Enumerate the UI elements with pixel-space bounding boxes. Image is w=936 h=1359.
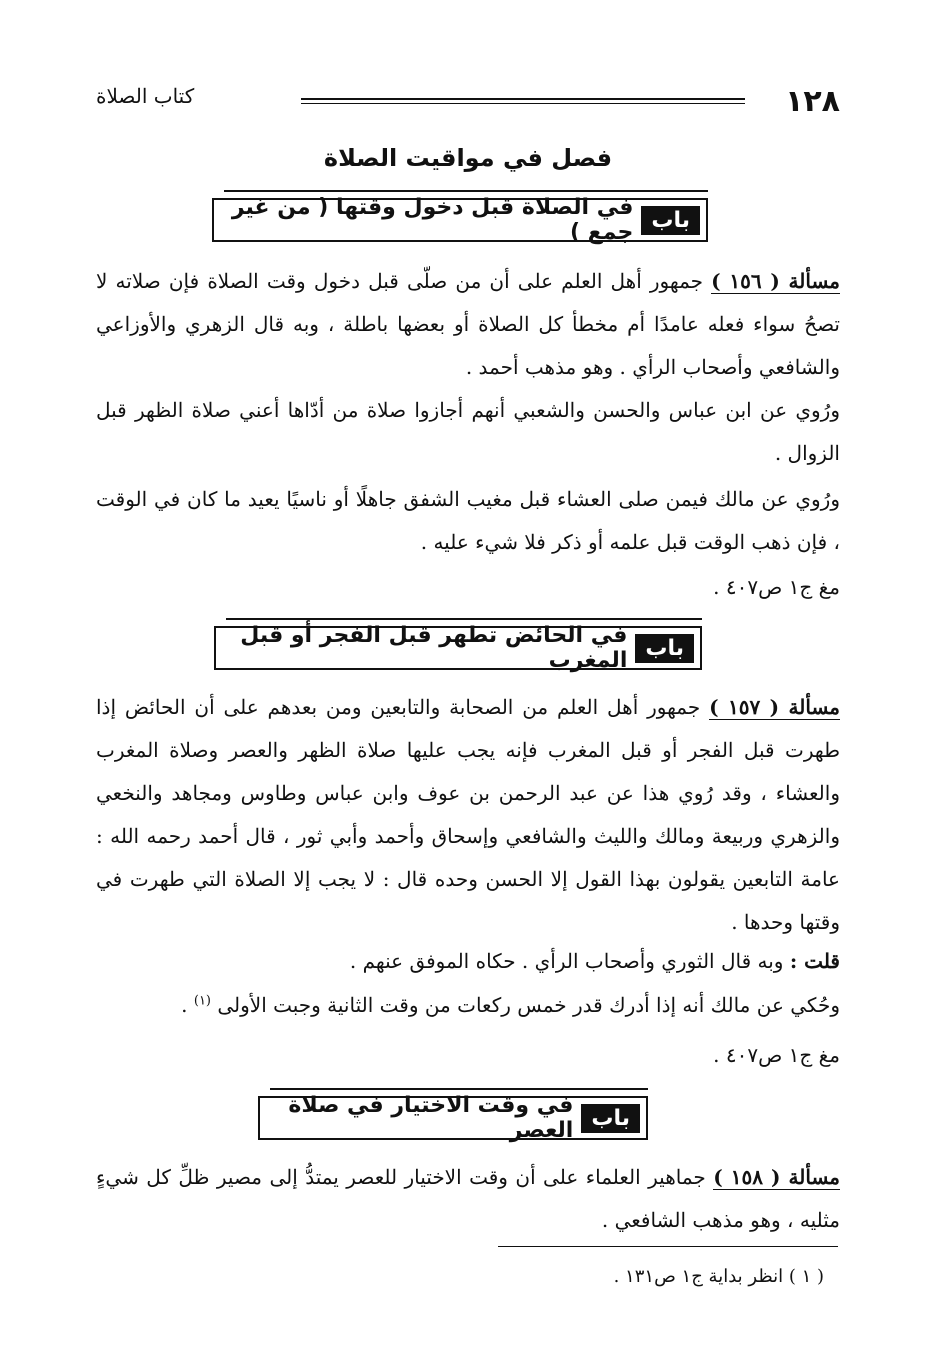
page-header [96, 84, 840, 124]
chapter-tag: باب [581, 1104, 640, 1133]
paragraph-text: ورُوي عن ابن عباس والحسن والشعبي أنهم أجازوا صلاة من أدّاها أعني صلاة الظهر قبل الزوال . [96, 398, 840, 465]
masala-label: مسألة ( ١٥٧ ) [709, 695, 840, 719]
reference-text: مغ ج١ ص٤٠٧ . [713, 575, 840, 599]
paragraph-end: . [181, 993, 188, 1017]
header-rule [301, 98, 745, 104]
chapter-box-rule [270, 1088, 648, 1090]
chapter-tag: باب [641, 206, 700, 235]
reference-2 [96, 1034, 840, 1077]
masala-text: جمهور أهل العلم من الصحابة والتابعين ومن بعدهم على أن الحائض إذا طهرت قبل الفجر أو قبل المغرب فإنه يجب عليها صلاة الظهر والعصر وصلاة المغرب والعشاء ، وقد رُوي هذا عن عبد الرحمن بن عوف وابن عباس وطاوس ومجاهد والنخعي والزهري وربيعة ومالك والليث والشافعي وإسحاق وأحمد وأبي ثور ، قال أحمد رحمه الله : عامة التابعين يقولون بهذا القول إلا الحسن وحده قال : لا يجب إلا الصلاة التي طهرت في وقتها وحدها . [96, 695, 840, 934]
masala-158 [96, 1156, 840, 1242]
chapter-title: في وقت الاختيار في صلاة العصر [288, 1093, 574, 1143]
paragraph-malik-five [96, 984, 840, 1027]
paragraph-text: وحُكي عن مالك أنه إذا أدرك قدر خمس ركعات من وقت الثانية وجبت الأولى [217, 993, 840, 1017]
page-number: ١٢٨ [785, 84, 840, 119]
masala-label: مسألة ( ١٥٦ ) [711, 269, 840, 293]
section-title: فصل في مواقيت الصلاة [323, 144, 613, 172]
chapter-box-3 [258, 1093, 648, 1143]
qult-text: وبه قال الثوري وأصحاب الرأي . حكاه الموفق عنهم . [349, 949, 784, 973]
masala-156 [96, 260, 840, 389]
paragraph-malik-isha [96, 478, 840, 564]
chapter-box-1 [212, 195, 708, 245]
chapter-box-rule [224, 190, 708, 192]
paragraph-text: ورُوي عن مالك فيمن صلى العشاء قبل مغيب الشفق جاهلًا أو ناسيًا يعيد ما كان في الوقت ، فإن ذهب الوقت قبل علمه أو ذكر فلا شيء عليه . [96, 487, 840, 554]
footnote: ( ١ ) انظر بداية ج١ ص١٣١ . [613, 1266, 824, 1287]
qult-label: قلت : [789, 949, 840, 973]
chapter-title: في الصلاة قبل دخول وقتها ( من غير جمع ) [231, 195, 634, 245]
footnote-rule [498, 1246, 838, 1247]
masala-label: مسألة ( ١٥٨ ) [713, 1165, 841, 1189]
chapter-box-2 [214, 623, 702, 673]
chapter-box-rule [226, 618, 702, 620]
reference-text: مغ ج١ ص٤٠٧ . [713, 1043, 840, 1067]
chapter-tag: باب [635, 634, 694, 663]
running-title: كتاب الصلاة [96, 84, 195, 108]
masala-text: جماهير العلماء على أن وقت الاختيار للعصر يمتدُّ إلى مصير ظلِّ كل شيءٍ مثليه ، وهو مذهب الشافعي . [96, 1165, 840, 1232]
footnote-marker: (١) [193, 993, 211, 1009]
masala-text: جمهور أهل العلم على أن من صلّى قبل دخول وقت الصلاة فإن صلاته لا تصحُ سواء فعله عامدًا أم مخطأ كل الصلاة أو بعضها باطلة ، وبه قال الزهري والأوزاعي والشافعي وأصحاب الرأي . وهو مذهب أحمد . [96, 269, 840, 379]
reference-1 [96, 566, 840, 609]
chapter-title: في الحائض تطهر قبل الفجر أو قبل المغرب [240, 623, 628, 673]
paragraph-ibn-abbas [96, 389, 840, 475]
paragraph-qult [96, 940, 840, 983]
masala-157 [96, 686, 840, 944]
